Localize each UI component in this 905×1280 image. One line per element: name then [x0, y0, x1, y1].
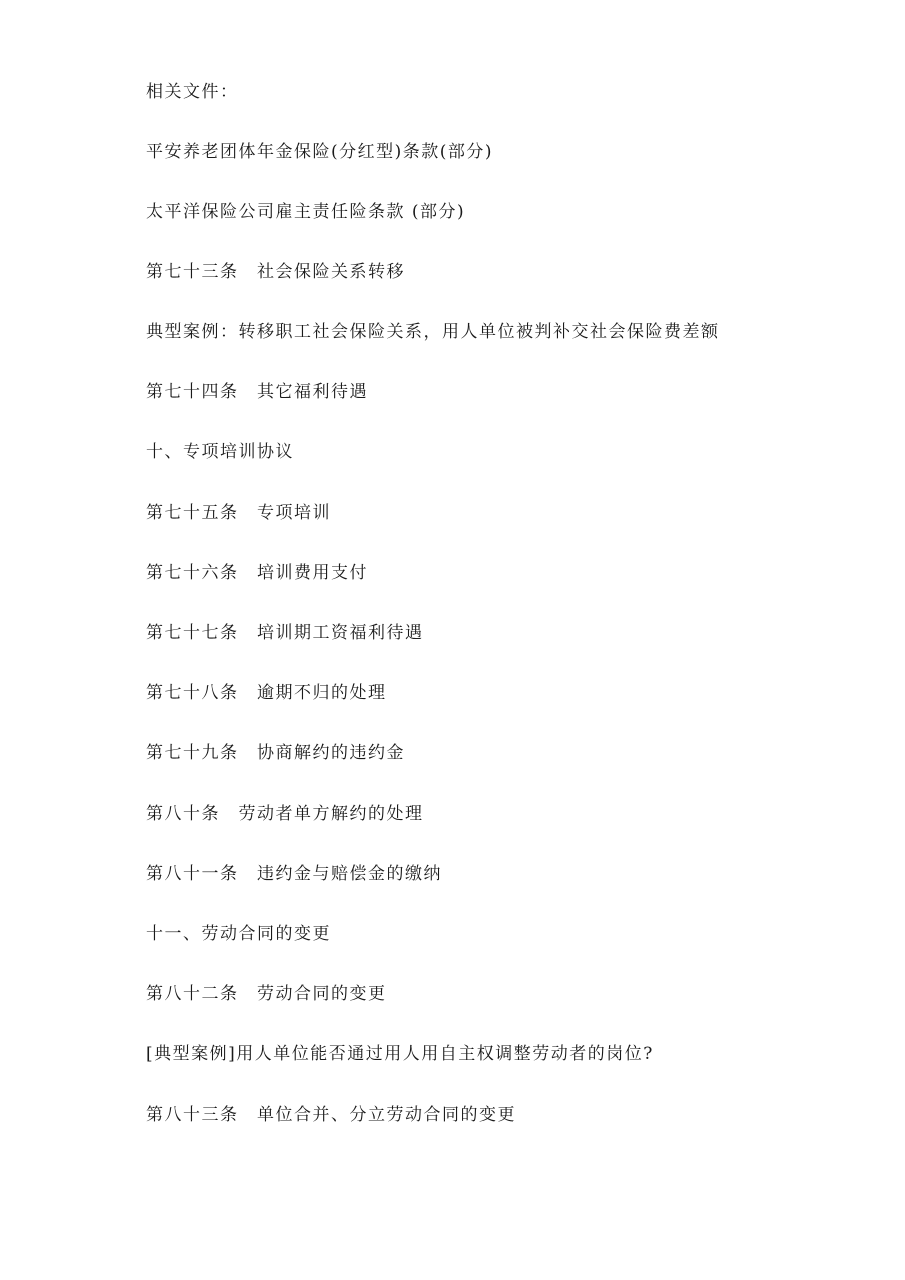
article-heading: 第八十一条 违约金与赔偿金的缴纳	[146, 864, 442, 884]
article-heading: 第八十二条 劳动合同的变更	[146, 984, 387, 1004]
article-heading: 第七十九条 协商解约的违约金	[146, 743, 405, 763]
article-heading: 第七十七条 培训期工资福利待遇	[146, 623, 424, 643]
article-heading: 第七十八条 逾期不归的处理	[146, 683, 387, 703]
related-file-item: 平安养老团体年金保险(分红型)条款(部分)	[146, 142, 494, 162]
article-heading: 第八十条 劳动者单方解约的处理	[146, 804, 424, 824]
related-file-item: 太平洋保险公司雇主责任险条款 (部分)	[146, 202, 466, 222]
case-example-line: 典型案例：转移职工社会保险关系，用人单位被判补交社会保险费差额	[146, 322, 720, 342]
article-heading: 第七十四条 其它福利待遇	[146, 382, 368, 402]
article-heading: 第七十三条 社会保险关系转移	[146, 262, 405, 282]
section-heading: 十、专项培训协议	[146, 442, 294, 462]
related-files-heading: 相关文件：	[146, 82, 239, 102]
case-example-line: [典型案例]用人单位能否通过用人用自主权调整劳动者的岗位?	[146, 1044, 654, 1064]
section-heading: 十一、劳动合同的变更	[146, 924, 331, 944]
article-heading: 第七十五条 专项培训	[146, 503, 331, 523]
article-heading: 第七十六条 培训费用支付	[146, 563, 368, 583]
article-heading: 第八十三条 单位合并、分立劳动合同的变更	[146, 1105, 516, 1125]
